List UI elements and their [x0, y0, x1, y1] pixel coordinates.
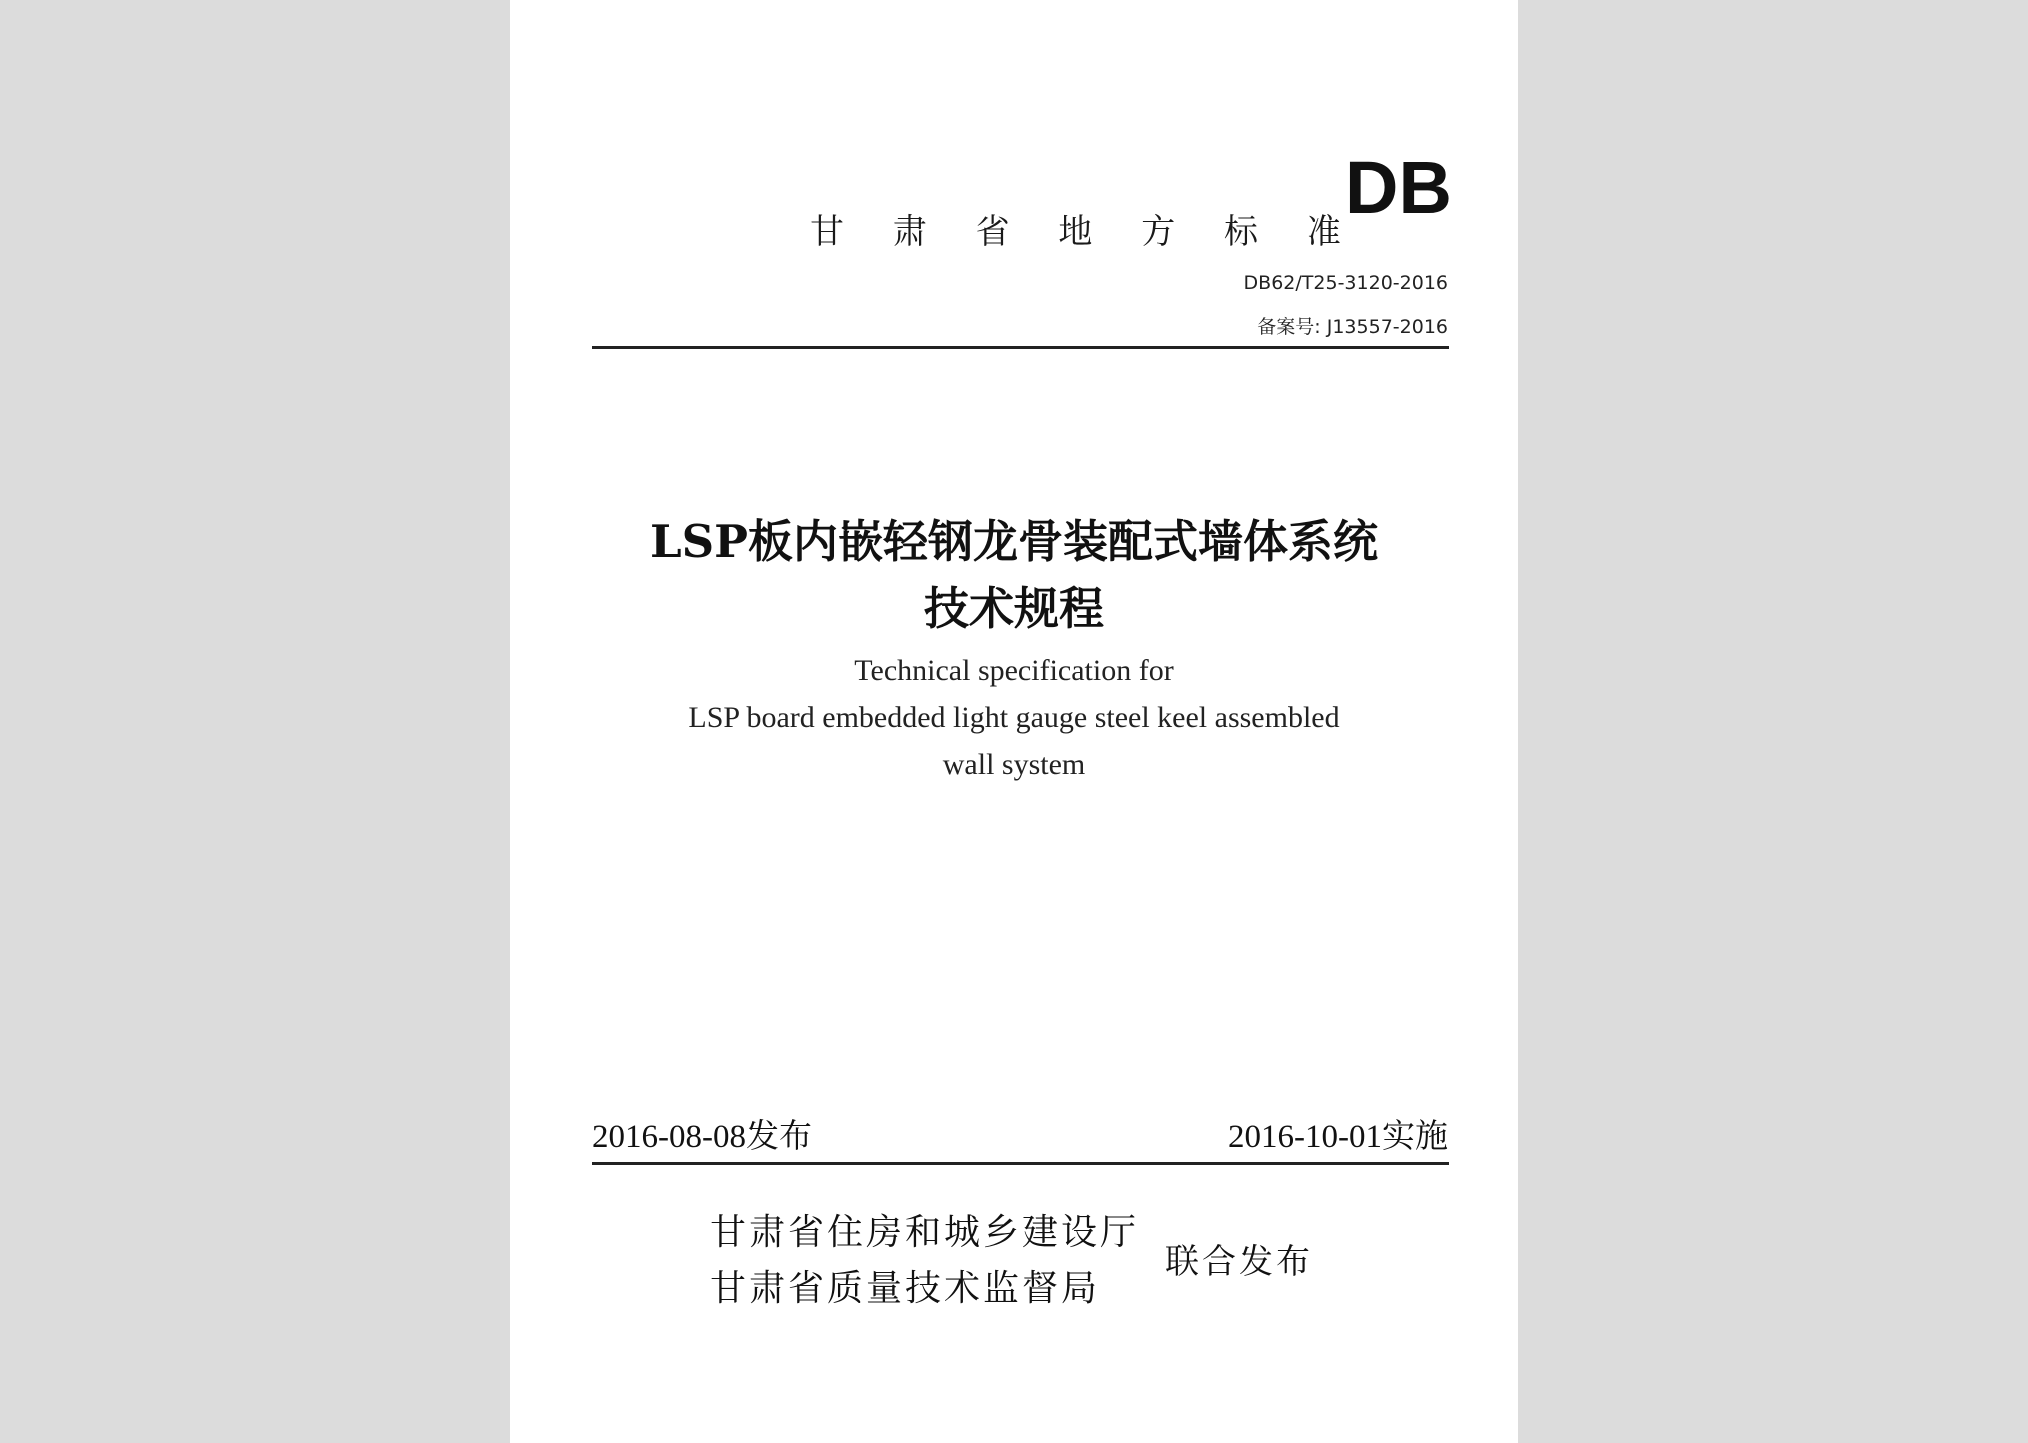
db-mark: DB [1345, 146, 1452, 229]
bottom-divider [592, 1162, 1449, 1165]
joint-issue-label: 联合发布 [1165, 1242, 1313, 1282]
implementation-date: 2016-10-01实施 [1228, 1119, 1448, 1155]
standard-type-heading [810, 204, 1360, 253]
title-en-line1: Technical specification for [854, 654, 1174, 687]
standard-code: DB62/T25-3120-2016 [1243, 272, 1448, 294]
document-page [510, 0, 1518, 1443]
title-cn-line2: 技术规程 [923, 582, 1104, 635]
top-divider [592, 346, 1449, 349]
title-en-line3: wall system [942, 748, 1086, 781]
issuer-line2: 甘肃省质量技术监督局 [710, 1268, 1101, 1309]
record-number: 备案号: J13557-2016 [1257, 316, 1448, 338]
title-cn-line1: LSP板内嵌轻钢龙骨装配式墙体系统 [650, 515, 1378, 568]
issuer-line1: 甘肃省住房和城乡建设厅 [710, 1212, 1140, 1253]
title-en-line2: LSP board embedded light gauge steel keel assembled [688, 701, 1340, 734]
standard-type-text: 甘 肃 省 地 方 标 准 [810, 212, 1360, 252]
issue-date: 2016-08-08发布 [592, 1119, 812, 1155]
